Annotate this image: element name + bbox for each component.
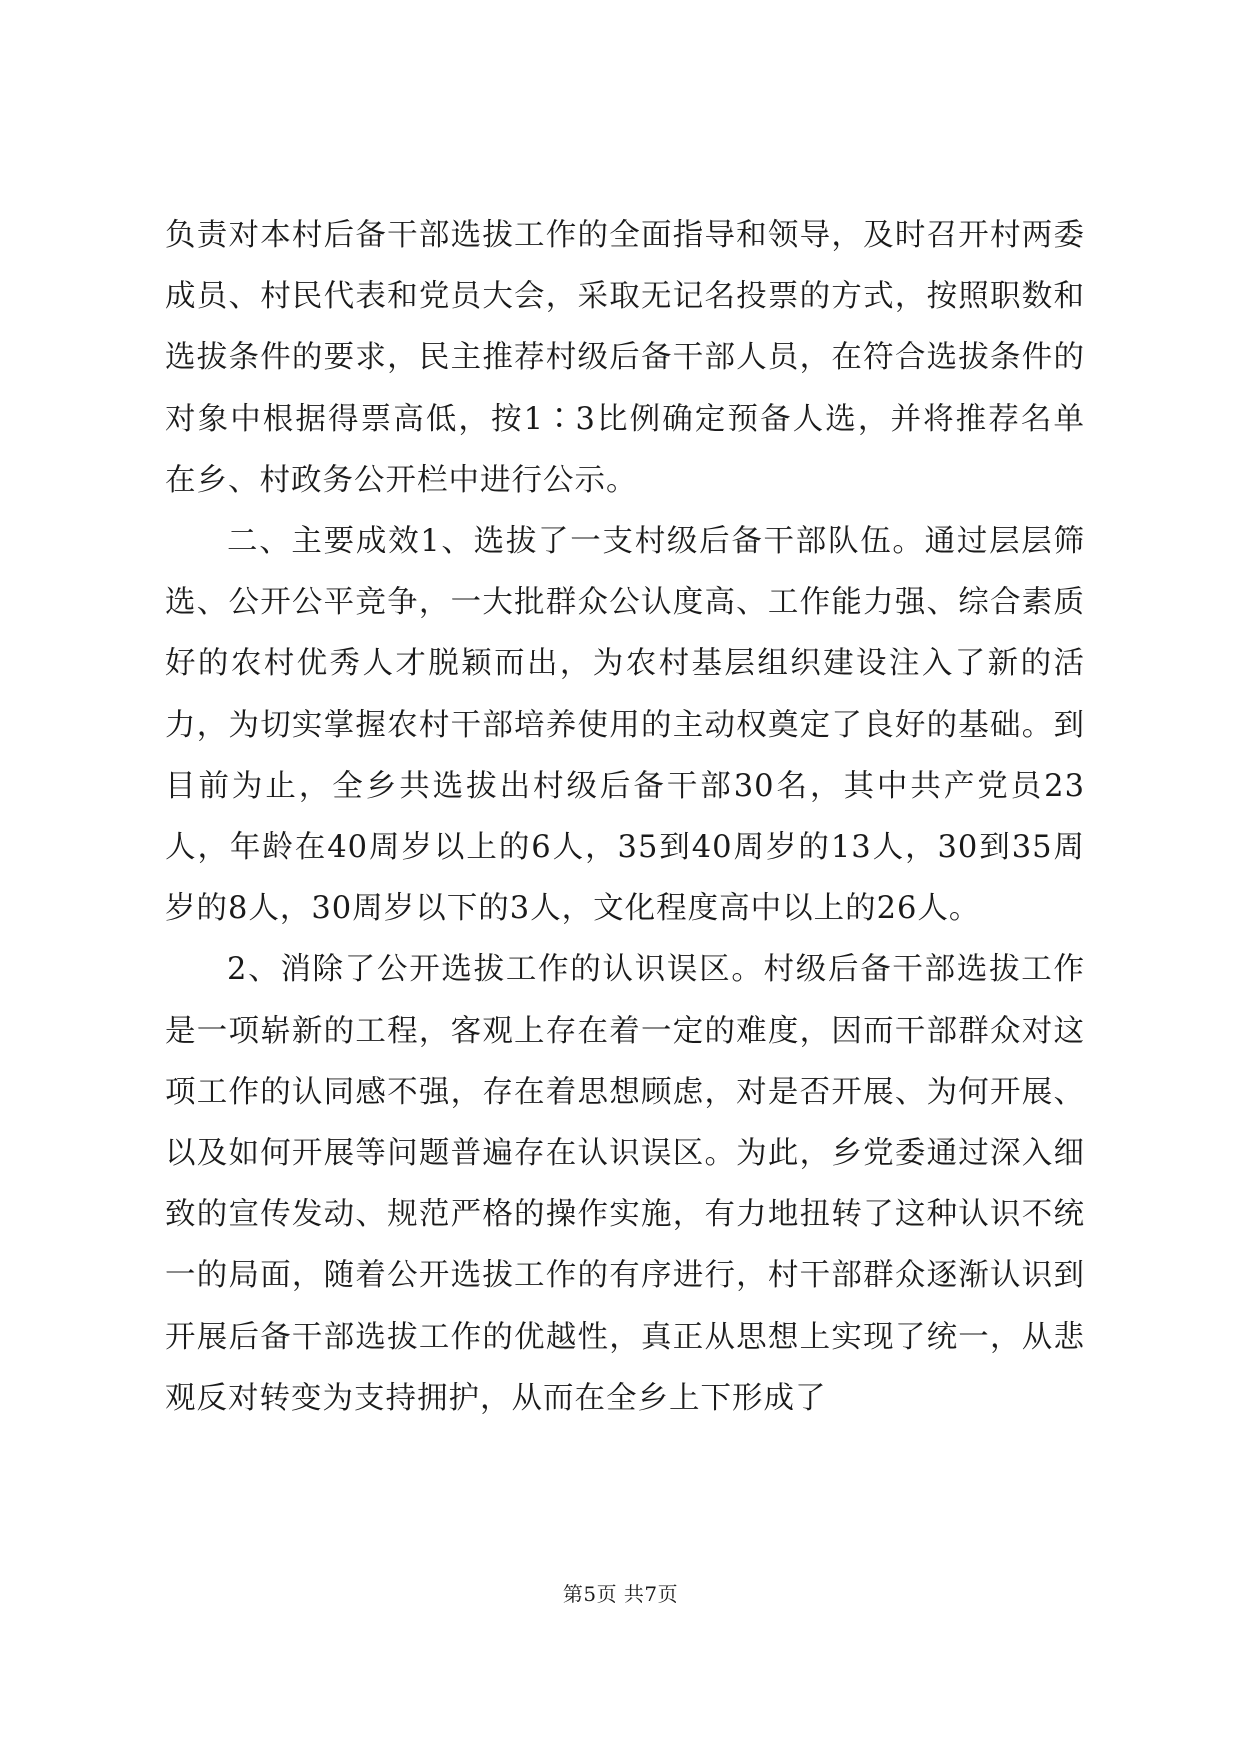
page-footer (0, 1578, 1241, 1607)
page-number-label: 第5页 共7页 (562, 1582, 679, 1606)
paragraph-2: 二、主要成效1、选拔了一支村级后备干部队伍。通过层层筛选、公开公平竞争，一大批群众公认度高、工作能力强、综合素质好的农村优秀人才脱颖而出，为农村基层组织建设注入了新的活力，为切实掌握农村干部培养使用的主动权奠定了良好的基础。到目前为止，全乡共选拔出村级后备干部30名，其中共产党员23人，年龄在40周岁以上的6人，35到40周岁的13人，30到35周岁的8人，30周岁以下的3人，文化程度高中以上的26人。 (165, 524, 1085, 927)
paragraph-3: 2、消除了公开选拔工作的认识误区。村级后备干部选拔工作是一项崭新的工程，客观上存在着一定的难度，因而干部群众对这项工作的认同感不强，存在着思想顾虑，对是否开展、为何开展、以及如何开展等问题普遍存在认识误区。为此，乡党委通过深入细致的宣传发动、规范严格的操作实施，有力地扭转了这种认识不统一的局面，随着公开选拔工作的有序进行，村干部群众逐渐认识到开展后备干部选拔工作的优越性，真正从思想上实现了统一，从悲观反对转变为支持拥护，从而在全乡上下形成了 (165, 952, 1085, 1416)
document-body (165, 205, 1085, 1429)
paragraph-1: 负责对本村后备干部选拔工作的全面指导和领导，及时召开村两委成员、村民代表和党员大会，采取无记名投票的方式，按照职数和选拔条件的要求，民主推荐村级后备干部人员，在符合选拔条件的对象中根据得票高低，按1∶3比例确定预备人选，并将推荐名单在乡、村政务公开栏中进行公示。 (165, 218, 1085, 498)
